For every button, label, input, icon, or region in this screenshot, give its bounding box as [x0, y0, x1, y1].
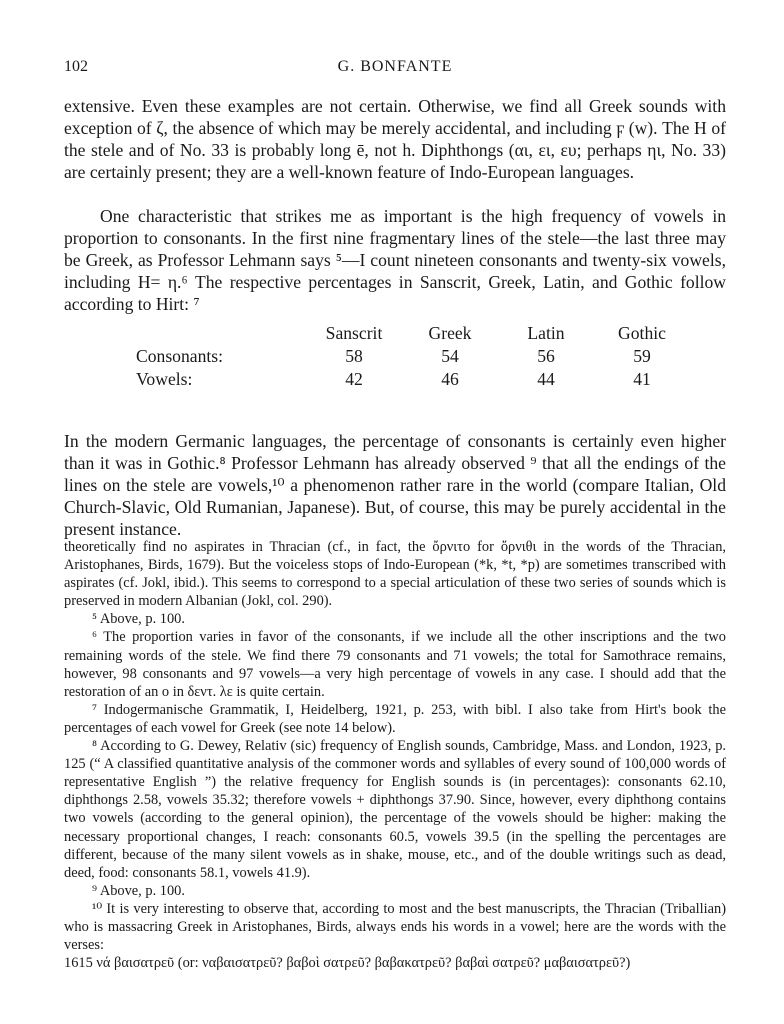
- table-cell: 44: [537, 369, 555, 389]
- footnote-5: ⁵ Above, p. 100.: [92, 611, 185, 628]
- running-header: [64, 58, 726, 82]
- paragraph-greek-sounds: extensive. Even these examples are not certain. Otherwise, we find all Greek sounds with exception of ζ, the absence of which may be merely accidental, and including ϝ (w). The H of the stele and of No. 33 is probably long ē, not h. Diphthongs (αι, ει, ευ; perhaps ηι, No. 33) are certainly present; they are a well-known feature of Indo-European languages.: [64, 96, 726, 182]
- table-cell: 58: [345, 346, 363, 366]
- table-cell: 42: [345, 369, 363, 389]
- footnote-8: ⁸ According to G. Dewey, Relativ (sic) frequency of English sounds, Cambridge, Mass. and London, 1923, p. 125 (“ A classified quantitative analysis of the commoner words and syllables of every sound of 100,000 words of representative English ”) the relative frequency for English sounds is (in percentages): consonants 62.10, diphthongs 2.58, vowels 35.32; therefore vowels + diphthongs 37.90. Since, however, every diphthong contains two vowels (according to the general opinion), the percentage of the vowels should be higher: making the necessary proportional changes, I reach: consonants 60.5, vowels 39.5 (in the spelling the percentages are different, because of the many silent vowels as in shake, mouse, etc., and of the double writings such as dead, deed, food: consonants 58.1, vowels 41.9).: [64, 738, 726, 881]
- page-number: 102: [64, 58, 88, 75]
- footnote-9: ⁹ Above, p. 100.: [92, 882, 185, 899]
- percentage-table: [136, 322, 690, 391]
- footnote-verse-line: 1615 νά βαισατρεῦ (or: ναβαισατρεῦ? βαβοὶ σατρεῦ? βαβακατρεῦ? βαβαὶ σατρεῦ? μαβαισατρεῦ?): [64, 955, 631, 972]
- column-header: Gothic: [618, 323, 666, 343]
- running-head-author: G. BONFANTE: [337, 58, 453, 75]
- table-cell: 46: [441, 369, 459, 389]
- paragraph-germanic-endings: In the modern Germanic languages, the percentage of consonants is certainly even higher than it was in Gothic.⁸ Professor Lehmann has already observed ⁹ that all the endings of the lines on the stele are vowels,¹⁰ a phenomenon rather rare in the world (compare Italian, Old Church-Slavic, Old Rumanian, Japanese). But, of course, this may be purely accidental in the present instance.: [64, 431, 726, 539]
- paragraph-vowel-frequency: One characteristic that strikes me as important is the high frequency of vowels in proportion to consonants. In the first nine fragmentary lines of the stele—the last three may be Greek, as Professor Lehmann says ⁵—I count nineteen consonants and twenty-six vowels, including H= η.⁶ The respective percentages in Sanscrit, Greek, Latin, and Gothic follow according to Hirt: ⁷: [64, 206, 726, 314]
- table-cell: 56: [537, 346, 555, 366]
- footnote-7: ⁷ Indogermanische Grammatik, I, Heidelberg, 1921, p. 253, with bibl. I also take from Hirt's book the percentages of each vowel for Greek (see note 14 below).: [64, 701, 726, 736]
- table-row: [136, 345, 690, 368]
- row-label: Consonants:: [136, 346, 223, 366]
- footnote-continuation: theoretically find no aspirates in Thracian (cf., in fact, the ὄρνιτο for ὄρνιθι in the words of the Thracian, Aristophanes, Birds, 1679). But the voiceless stops of Indo-European (*k, *t, *p) are sometimes transcribed with aspirates (cf. Jokl, ibid.). This seems to correspond to a special articulation of these two series of sounds which is preserved in modern Albanian (Jokl, col. 290).: [64, 539, 726, 610]
- table-header-row: [136, 322, 690, 345]
- table-cell: 41: [633, 369, 651, 389]
- table-cell: 59: [633, 346, 651, 366]
- table-cell: 54: [441, 346, 459, 366]
- column-header: Sanscrit: [325, 323, 383, 343]
- table-row: [136, 368, 690, 391]
- row-label: Vowels:: [136, 369, 193, 389]
- column-header: Latin: [527, 323, 565, 343]
- footnote-6: ⁶ The proportion varies in favor of the consonants, if we include all the other inscriptions and the two remaining words of the stele. We find there 79 consonants and 71 vowels; the total for Samothrace remains, however, 98 consonants and 97 vowels—a very high percentage of vowels in any case. I should add that the restoration of an ο in δεντ. λε is quite certain.: [64, 629, 726, 700]
- column-header: Greek: [428, 323, 472, 343]
- footnote-10: ¹⁰ It is very interesting to observe that, according to most and the best manuscripts, the Thracian (Triballian) who is massacring Greek in Aristophanes, Birds, always ends his words in a vowel; here are the words with the verses:: [64, 900, 726, 954]
- footnotes: [64, 538, 726, 972]
